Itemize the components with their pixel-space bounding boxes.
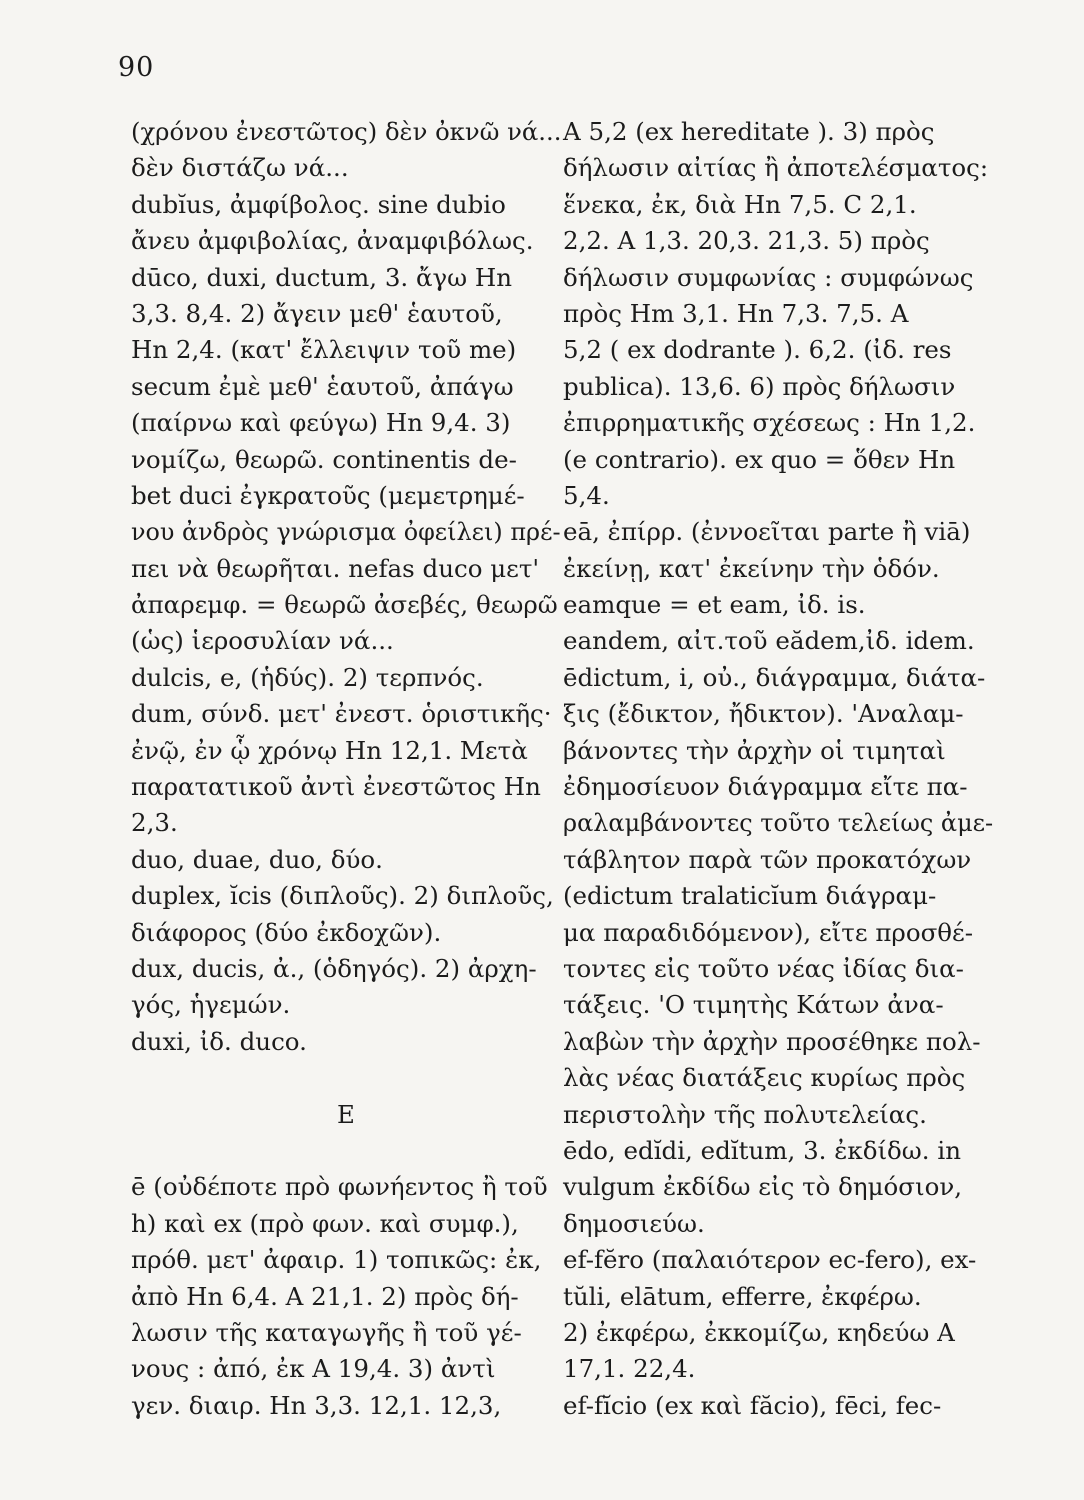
text-line: eandem, αἰτ.τοῦ eădem,ἰδ. idem.: [563, 626, 975, 656]
text-line: ἐνῷ, ἐν ᾧ χρόνῳ Hn 12,1. Μετὰ: [131, 735, 528, 765]
text-line: h) καὶ ex (πρὸ φων. καὶ συμφ.),: [131, 1208, 519, 1238]
text-line: duplex, ĭcis (διπλοῦς). 2) διπλοῦς,: [131, 881, 554, 911]
text-line: δήλωσιν συμφωνίας : συμφώνως: [563, 262, 974, 292]
text-line: dūco, duxi, ductum, 3. ἄγω Hn: [131, 262, 513, 292]
text-line: λωσιν τῆς καταγωγῆς ἢ τοῦ γέ-: [131, 1317, 522, 1347]
left-column: [131, 114, 561, 1424]
text-line: 2,2. A 1,3. 20,3. 21,3. 5) πρὸς: [563, 226, 930, 256]
text-line: 5,4.: [563, 480, 610, 510]
text-line: τοντες εἰς τοῦτο νέας ἰδίας δια-: [563, 953, 964, 983]
text-line: διάφορος (δύο ἐκδοχῶν).: [131, 917, 442, 947]
text-line: γεν. διαιρ. Hn 3,3. 12,1. 12,3,: [131, 1390, 502, 1420]
text-line: ē (οὐδέποτε πρὸ φωνήεντος ἢ τοῦ: [131, 1172, 548, 1202]
text-line: 17,1. 22,4.: [563, 1354, 696, 1384]
text-line: δὲν διστάζω νά...: [131, 153, 349, 183]
text-line: duxi, ἰδ. duco.: [131, 1026, 307, 1056]
text-line: βάνοντες τὴν ἀρχὴν οἱ τιμηταὶ: [563, 735, 946, 765]
text-line: ἐκείνῃ, κατ' ἐκείνην τὴν ὁδόν.: [563, 553, 940, 583]
text-line: ἄνευ ἀμφιβολίας, ἀναμφιβόλως.: [131, 226, 534, 256]
text-line: dux, ducis, ἀ., (ὁδηγός). 2) ἀρχη-: [131, 953, 537, 983]
text-line: dum, σύνδ. μετ' ἐνεστ. ὁριστικῆς·: [131, 699, 552, 729]
text-line: (edictum tralaticĭum διάγραμ-: [563, 881, 937, 911]
text-line: (παίρνω καὶ φεύγω) Hn 9,4. 3): [131, 408, 511, 438]
text-line: publica). 13,6. 6) πρὸς δήλωσιν: [563, 371, 956, 401]
text-line: τάβλητον παρὰ τῶν προκατόχων: [563, 844, 972, 874]
text-line: ἐπιρρηματικῆς σχέσεως : Hn 1,2.: [563, 408, 976, 438]
text-line: 3,3. 8,4. 2) ἄγειν μεθ' ἑαυτοῦ,: [131, 298, 503, 328]
text-line: eamque = et eam, ἰδ. is.: [563, 590, 866, 620]
text-line: eā, ἐπίρρ. (ἐννοεῖται parte ἢ viā): [563, 517, 971, 547]
text-line: A 5,2 (ex hereditate ). 3) πρὸς: [563, 117, 935, 146]
text-line: ἕνεκα, ἐκ, διὰ Hn 7,5. C 2,1.: [563, 189, 917, 219]
page-number: 90: [118, 52, 155, 83]
text-line: vulgum ἐκδίδω εἰς τὸ δημόσιον,: [563, 1172, 963, 1202]
text-line: πρὸς Hm 3,1. Hn 7,3. 7,5. A: [563, 298, 909, 328]
text-line: tŭli, elātum, efferre, ἐκφέρω.: [563, 1281, 922, 1311]
text-line: ραλαμβάνοντες τοῦτο τελείως ἀμε-: [563, 808, 994, 838]
text-line: duo, duae, duo, δύο.: [131, 844, 383, 874]
text-line: bet duci ἐγκρατοῦς (μεμετρημέ-: [131, 480, 525, 510]
text-line: 2) ἐκφέρω, ἐκκομίζω, κηδεύω A: [563, 1317, 955, 1347]
text-line: πει νὰ θεωρῆται. nefas duco μετ': [131, 553, 540, 583]
text-line: τάξεις. 'Ο τιμητὴς Κάτων ἀνα-: [563, 990, 944, 1020]
text-line: Hn 2,4. (κατ' ἔλλειψιν τοῦ me): [131, 335, 517, 365]
text-line: ἀπὸ Hn 6,4. A 21,1. 2) πρὸς δή-: [131, 1281, 519, 1311]
text-line: νομίζω, θεωρῶ. continentis de-: [131, 444, 517, 474]
text-line: ēdo, edĭdi, edĭtum, 3. ἐκδίδω. in: [563, 1135, 961, 1165]
blank-line: [131, 1060, 561, 1096]
text-line: λαβὼν τὴν ἀρχὴν προσέθηκε πολ-: [563, 1026, 981, 1056]
text-line: ξις (ἔδικτον, ἤδικτον). 'Αναλαμ-: [563, 699, 964, 729]
section-heading: E: [337, 1099, 355, 1129]
text-line: 5,2 ( ex dodrante ). 6,2. (ἰδ. res: [563, 335, 952, 365]
text-line: ἀπαρεμφ. = θεωρῶ ἀσεβές, θεωρῶ: [131, 590, 558, 620]
text-line: secum ἐμὲ μεθ' ἑαυτοῦ, ἀπάγω: [131, 371, 514, 401]
text-line: (e contrario). ex quo = ὅθεν Hn: [563, 444, 956, 474]
text-line: γός, ἡγεμών.: [131, 990, 291, 1020]
text-line: ef-fĭcio (ex καὶ făcio), fēci, fec-: [563, 1390, 942, 1420]
text-line: ἐδημοσίευον διάγραμμα εἴτε πα-: [563, 772, 968, 802]
text-line: ēdictum, i, οὐ., διάγραμμα, διάτα-: [563, 662, 986, 692]
text-line: περιστολὴν τῆς πολυτελείας.: [563, 1099, 927, 1129]
text-line: πρόθ. μετ' ἀφαιρ. 1) τοπικῶς: ἐκ,: [131, 1245, 542, 1275]
text-line: (χρόνου ἐνεστῶτος) δὲν ὀκνῶ νά...: [131, 117, 562, 146]
text-line: (ὡς) ἱεροσυλίαν νά...: [131, 626, 394, 656]
text-line: νου ἀνδρὸς γνώρισμα ὀφείλει) πρέ-: [131, 517, 561, 547]
text-line: νους : ἀπό, ἐκ A 19,4. 3) ἀντὶ: [131, 1354, 496, 1384]
text-line: λὰς νέας διατάξεις κυρίως πρὸς: [563, 1063, 966, 1093]
text-line: dubĭus, ἀμφίβολος. sine dubio: [131, 189, 506, 219]
text-line: 2,3.: [131, 808, 178, 838]
text-line: δημοσιεύω.: [563, 1208, 705, 1238]
text-line: δήλωσιν αἰτίας ἢ ἀποτελέσματος:: [563, 153, 989, 183]
text-line: μα παραδιδόμενον), εἴτε προσθέ-: [563, 917, 974, 947]
text-line: ef-fĕro (παλαιότερον ec-fero), ex-: [563, 1245, 977, 1275]
text-line: dulcis, e, (ἡδύς). 2) τερπνός.: [131, 662, 484, 692]
text-line: παρατατικοῦ ἀντὶ ἐνεστῶτος Hn: [131, 772, 541, 802]
right-column: [563, 114, 993, 1424]
blank-line: [131, 1133, 561, 1169]
